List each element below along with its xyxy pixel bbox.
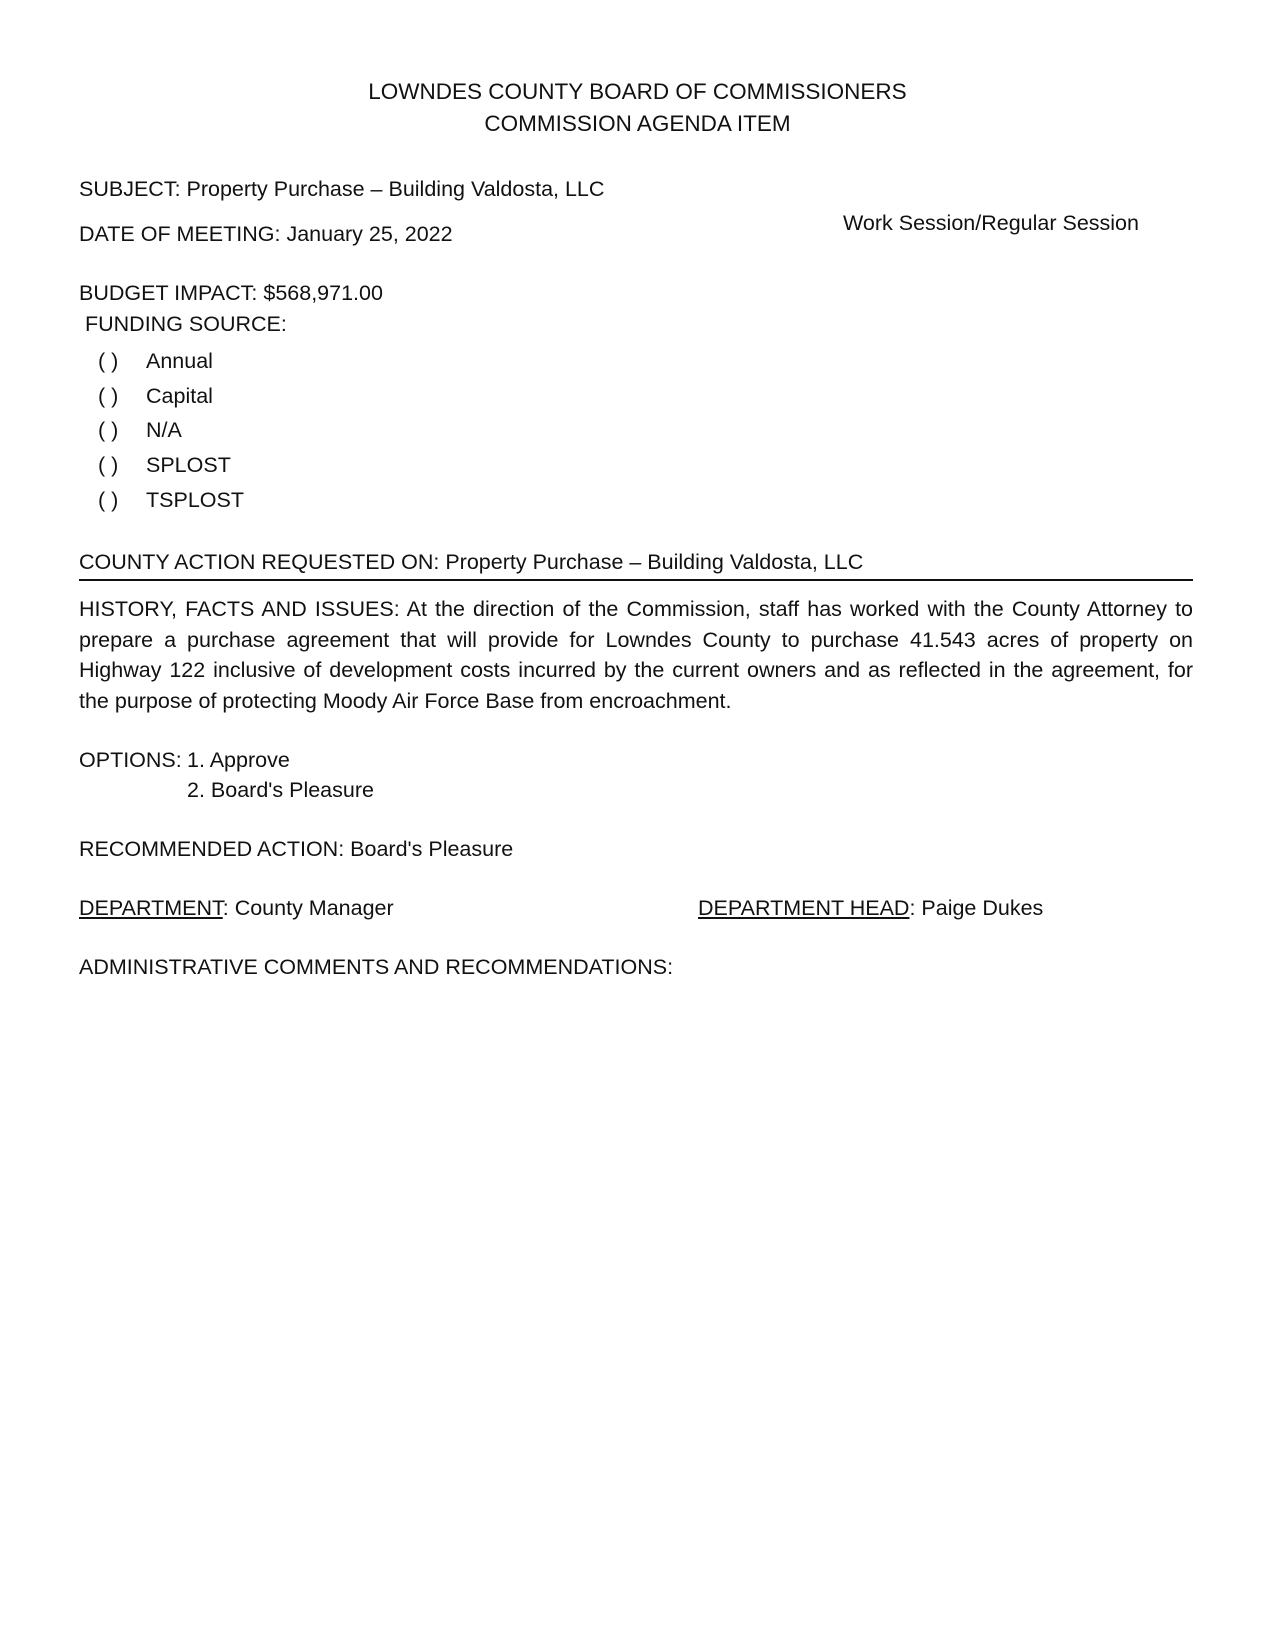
county-action-requested: COUNTY ACTION REQUESTED ON: Property Purchase – Building Valdosta, LLC (79, 550, 864, 574)
department-label: DEPARTMENT (79, 896, 223, 920)
funding-option-capital (98, 382, 213, 410)
option-item-boards-pleasure: 2. Board's Pleasure (187, 778, 374, 802)
department-head-line (698, 894, 1043, 922)
funding-checkbox-mark: ( ) (98, 418, 119, 442)
budget-impact: BUDGET IMPACT: $568,971.00 (79, 281, 383, 305)
header-subtitle: COMMISSION AGENDA ITEM (484, 111, 791, 136)
funding-source-label: FUNDING SOURCE: (85, 312, 287, 336)
funding-checkbox-mark: ( ) (98, 488, 119, 512)
funding-option-tsplost (98, 486, 244, 514)
department-head-label: DEPARTMENT HEAD (698, 896, 910, 920)
funding-checkbox-mark: ( ) (98, 384, 119, 408)
administrative-comments: ADMINISTRATIVE COMMENTS AND RECOMMENDATIONS: (79, 955, 674, 979)
history-facts-issues: HISTORY, FACTS AND ISSUES: At the direction of the Commission, staff has worked with the County Attorney to prepare a purchase agreement that will provide for Lowndes County to purchase 41.543 acres of property on Highway 122 inclusive of development costs incurred by the current owners and as reflected in the agreement, for the purpose of protecting Moody Air Force Base from encroachment. (79, 597, 1193, 713)
subject-line: SUBJECT: Property Purchase – Building Valdosta, LLC (79, 177, 605, 201)
funding-checkbox-mark: ( ) (98, 453, 119, 477)
department-line (79, 894, 394, 922)
funding-checkbox-mark: ( ) (98, 349, 119, 373)
date-of-meeting: DATE OF MEETING: January 25, 2022 (79, 222, 453, 246)
funding-option-annual (98, 347, 213, 375)
funding-option-na (98, 416, 182, 444)
funding-option-label: N/A (146, 418, 182, 442)
option-item-approve: 1. Approve (187, 748, 290, 772)
funding-option-label: Capital (146, 384, 213, 408)
department-value: : County Manager (222, 896, 394, 920)
funding-option-splost (98, 451, 231, 479)
recommended-action: RECOMMENDED ACTION: Board's Pleasure (79, 837, 514, 861)
header-title: LOWNDES COUNTY BOARD OF COMMISSIONERS (368, 79, 907, 104)
session-type: Work Session/Regular Session (843, 211, 1139, 235)
options-label: OPTIONS: (79, 748, 182, 772)
funding-option-label: TSPLOST (146, 488, 244, 512)
department-head-value: : Paige Dukes (909, 896, 1044, 920)
funding-option-label: Annual (146, 349, 213, 373)
section-divider (79, 579, 1193, 581)
funding-option-label: SPLOST (146, 453, 231, 477)
